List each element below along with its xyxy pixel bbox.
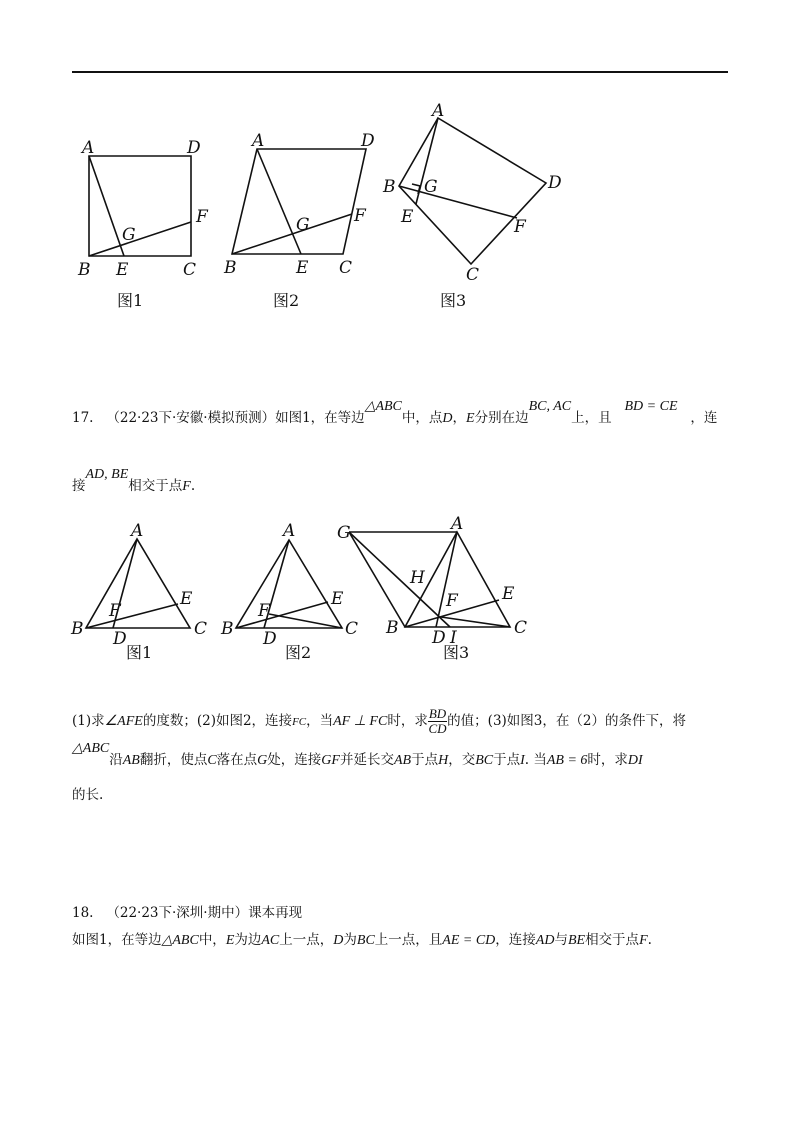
label-B: B	[224, 258, 237, 278]
caption-fig2: 图2	[273, 291, 300, 310]
label-B: B	[386, 618, 399, 638]
label-I: I	[450, 628, 457, 648]
problem17-question-line3: 的长.	[72, 787, 104, 803]
label-E: E	[116, 260, 129, 280]
label-G: G	[296, 215, 310, 235]
problem17-question-line1: (1)求∠AFE的度数；(2)如图2，连接FC，当AF ⊥ FC时，求 $\frac{BD}{CD}$ 的值；(3)如图3，在（2）的条件下，将	[72, 706, 686, 736]
triangle-abc	[236, 540, 342, 628]
label-D: D	[361, 131, 375, 151]
fraction-bd-cd: $\frac{BD}{CD}$	[428, 706, 447, 736]
label-A: A	[252, 131, 265, 151]
label-B: B	[221, 619, 234, 639]
label-F: F	[196, 207, 208, 227]
label-G: G	[337, 523, 351, 543]
label-D: D	[263, 629, 277, 649]
problem17-question-line2: △ABC沿AB翻折，使点C落在点G处，连接GF并延长交AB于点H，交BC于点I. 当AB = 6时，求DI	[72, 741, 643, 768]
label-C: C	[194, 619, 208, 639]
label-A: A	[451, 514, 464, 534]
problem18-line1: 18. （22·23下·深圳·期中）课本再现	[72, 905, 303, 921]
label-F: F	[258, 601, 270, 621]
label-D: D	[432, 628, 446, 648]
problem18-line2: 如图1，在等边△ABC中，E为边AC上一点，D为BC上一点，且AE = CD，连接AD与BE相交于点F.	[72, 932, 652, 948]
label-G: G	[122, 225, 136, 245]
label-E: E	[180, 589, 193, 609]
segment-gb	[349, 532, 405, 627]
label-E: E	[401, 207, 414, 227]
caption-fig1: 图1	[117, 291, 144, 310]
segment-fc	[441, 617, 510, 627]
label-B: B	[78, 260, 91, 280]
label-C: C	[183, 260, 197, 280]
segment-be	[86, 604, 178, 628]
label-A: A	[82, 138, 95, 158]
p17-figure-3	[337, 514, 527, 662]
problem-number: 18.	[72, 905, 94, 921]
segment-gi	[349, 532, 450, 627]
caption-fig3: 图3	[440, 291, 467, 310]
label-A: A	[131, 521, 144, 541]
label-B: B	[383, 177, 396, 197]
label-E: E	[331, 589, 344, 609]
label-B: B	[71, 619, 84, 639]
caption-fig1: 图1	[126, 643, 153, 662]
label-C: C	[514, 618, 528, 638]
caption-fig3: 图3	[443, 643, 470, 662]
problem-number: 17.	[72, 410, 94, 426]
label-A: A	[432, 101, 445, 121]
label-F: F	[109, 601, 121, 621]
p17-figure-1	[70, 521, 207, 662]
label-F: F	[446, 591, 458, 611]
label-C: C	[345, 619, 359, 639]
label-H: H	[410, 568, 425, 588]
segment-fc	[269, 614, 342, 628]
label-F: F	[354, 206, 366, 226]
problem17-line1: 17. （22·23下·安徽·模拟预测）如图1，在等边△ABC中，点D，E分别在边BC, AC上，且 BD = CE ，连	[72, 399, 718, 426]
label-C: C	[339, 258, 353, 278]
label-D: D	[187, 138, 201, 158]
caption-fig2: 图2	[285, 643, 312, 662]
label-G: G	[424, 177, 438, 197]
label-E: E	[296, 258, 309, 278]
label-F: F	[514, 217, 526, 237]
label-C: C	[466, 265, 480, 285]
label-D: D	[113, 629, 127, 649]
label-E: E	[502, 584, 515, 604]
label-A: A	[283, 521, 296, 541]
label-D: D	[548, 173, 562, 193]
problem17-line2: 接AD, BE相交于点F.	[72, 467, 196, 494]
